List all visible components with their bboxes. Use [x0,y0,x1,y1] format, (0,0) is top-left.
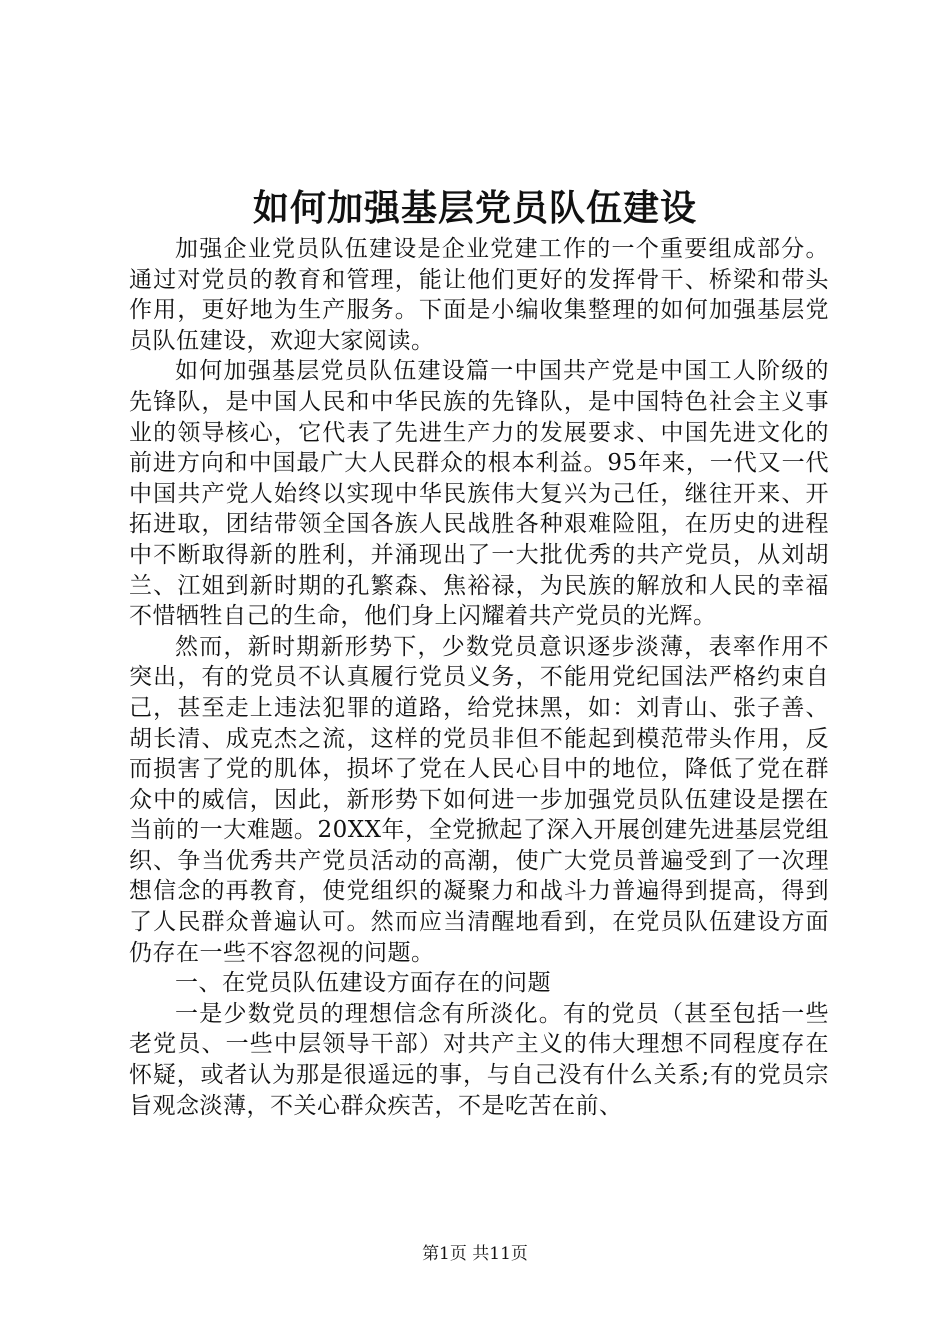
paragraph-article-one: 如何加强基层党员队伍建设篇一中国共产党是中国工人阶级的先锋队，是中国人民和中华民族的先锋队，是中国特色社会主义事业的领导核心，它代表了先进生产力的发展要求、中国先进文化的前进方向和中国最广大人民群众的根本利益。95年来，一代又一代中国共产党人始终以实现中华民族伟大复兴为己任，继往开来、开拓进取，团结带领全国各族人民战胜各种艰难险阻，在历史的进程中不断取得新的胜利，并涌现出了一大批优秀的共产党员，从刘胡兰、江姐到新时期的孔繁森、焦裕禄，为民族的解放和人民的幸福不惜牺牲自己的生命，他们身上闪耀着共产党员的光辉。 [129,358,829,630]
paragraph-problem-one: 一是少数党员的理想信念有所淡化。有的党员（甚至包括一些老党员、一些中层领导干部）对共产主义的伟大理想不同程度存在怀疑，或者认为那是很遥远的事，与自己没有什么关系;有的党员宗旨观念淡薄，不关心群众疾苦，不是吃苦在前、 [129,1000,829,1119]
page-footer: 第1页 共11页 [422,1244,528,1264]
document-title: 如何加强基层党员队伍建设 [252,187,697,229]
section-heading-problems: 一、在党员队伍建设方面存在的问题 [175,970,551,997]
paragraph-new-situation: 然而，新时期新形势下，少数党员意识逐步淡薄，表率作用不突出，有的党员不认真履行党员义务，不能用党纪国法严格约束自己，甚至走上违法犯罪的道路，给党抹黑，如：刘青山、张子善、胡长清、成克杰之流，这样的党员非但不能起到模范带头作用，反而损害了党的肌体，损坏了党在人民心目中的地位，降低了党在群众中的威信，因此，新形势下如何进一步加强党员队伍建设是摆在当前的一大难题。20XX年，全党掀起了深入开展创建先进基层党组织、争当优秀共产党员活动的高潮，使广大党员普遍受到了一次理想信念的再教育，使党组织的凝聚力和战斗力普遍得到提高，得到了人民群众普遍认可。然而应当清醒地看到，在党员队伍建设方面仍存在一些不容忽视的问题。 [129,633,829,966]
paragraph-intro: 加强企业党员队伍建设是企业党建工作的一个重要组成部分。通过对党员的教育和管理，能让他们更好的发挥骨干、桥梁和带头作用，更好地为生产服务。下面是小编收集整理的如何加强基层党员队伍建设，欢迎大家阅读。 [129,236,829,354]
document-body [129,234,829,1121]
